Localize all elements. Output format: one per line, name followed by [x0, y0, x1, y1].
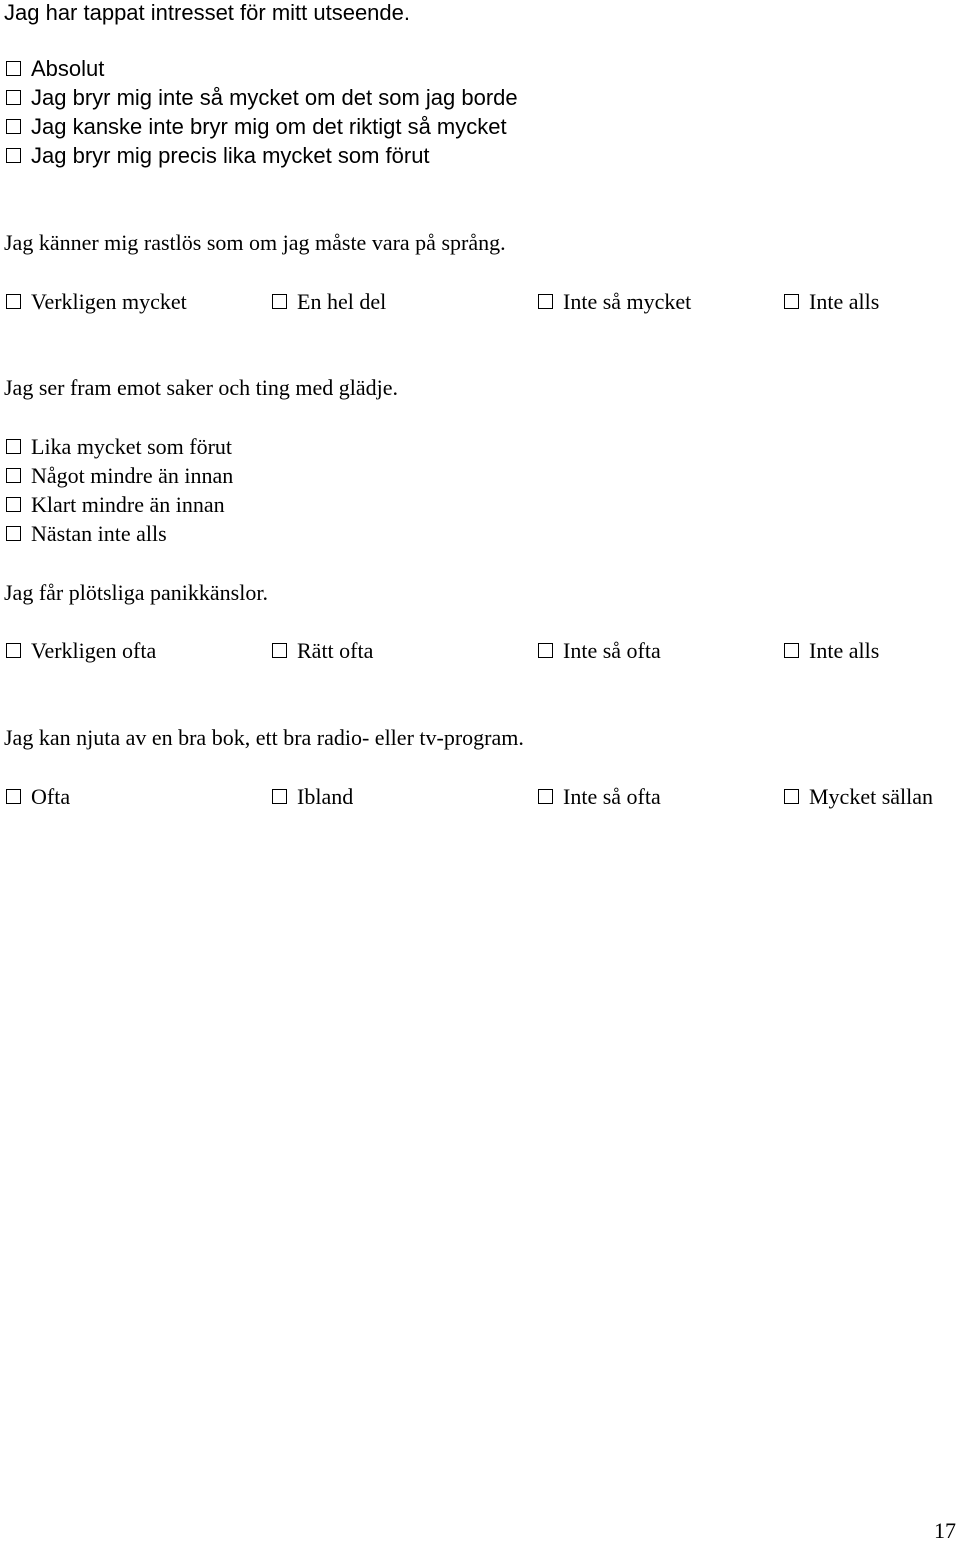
question-1-options [6, 54, 518, 170]
q2-option-4[interactable] [784, 287, 879, 316]
option-label: Rätt ofta [297, 637, 374, 663]
question-5-text: Jag kan njuta av en bra bok, ett bra radio- eller tv-program. [4, 725, 524, 750]
option-label: Absolut [31, 56, 105, 81]
checkbox-icon[interactable] [6, 439, 21, 454]
checkbox-icon[interactable] [6, 90, 21, 105]
checkbox-icon[interactable] [6, 148, 21, 163]
question-4-options [6, 636, 960, 665]
checkbox-icon[interactable] [6, 526, 21, 541]
option-label: Lika mycket som förut [31, 434, 233, 459]
checkbox-icon[interactable] [538, 789, 553, 804]
q3-option-3[interactable] [6, 490, 233, 519]
q4-option-3[interactable] [538, 636, 661, 665]
q4-option-4[interactable] [784, 636, 879, 665]
checkbox-icon[interactable] [6, 643, 21, 658]
checkbox-icon[interactable] [272, 294, 287, 309]
q2-option-3[interactable] [538, 287, 691, 316]
option-label: Nästan inte alls [31, 521, 167, 546]
option-label: Ofta [31, 783, 71, 809]
q2-option-1[interactable] [6, 287, 187, 316]
checkbox-icon[interactable] [538, 643, 553, 658]
q1-option-3[interactable] [6, 112, 518, 141]
q4-option-2[interactable] [272, 636, 373, 665]
checkbox-icon[interactable] [784, 643, 799, 658]
checkbox-icon[interactable] [6, 61, 21, 76]
option-label: Inte alls [809, 637, 880, 663]
q5-option-2[interactable] [272, 782, 353, 811]
option-label: Inte så ofta [563, 783, 661, 809]
option-label: Verkligen ofta [31, 637, 157, 663]
q5-option-1[interactable] [6, 782, 70, 811]
question-1-text: Jag har tappat intresset för mitt utseende. [4, 0, 411, 25]
q5-option-3[interactable] [538, 782, 661, 811]
option-label: Inte så mycket [563, 288, 692, 314]
q1-option-2[interactable] [6, 83, 518, 112]
q3-option-2[interactable] [6, 461, 233, 490]
q2-option-2[interactable] [272, 287, 386, 316]
checkbox-icon[interactable] [6, 497, 21, 512]
option-label: Jag kanske inte bryr mig om det riktigt så mycket [31, 114, 507, 139]
option-label: Mycket sällan [809, 783, 934, 809]
checkbox-icon[interactable] [6, 468, 21, 483]
question-4-text: Jag får plötsliga panikkänslor. [4, 580, 268, 605]
checkbox-icon[interactable] [272, 643, 287, 658]
question-2-text: Jag känner mig rastlös som om jag måste vara på språng. [4, 230, 506, 255]
option-label: Ibland [297, 783, 354, 809]
q3-option-1[interactable] [6, 432, 233, 461]
checkbox-icon[interactable] [6, 294, 21, 309]
option-label: Jag bryr mig inte så mycket om det som jag borde [31, 85, 518, 110]
checkbox-icon[interactable] [784, 294, 799, 309]
page-number: 17 [934, 1518, 956, 1543]
question-5-options [6, 782, 960, 811]
q1-option-4[interactable] [6, 141, 518, 170]
option-label: Klart mindre än innan [31, 492, 225, 517]
option-label: Jag bryr mig precis lika mycket som förut [31, 143, 430, 168]
option-label: Inte så ofta [563, 637, 661, 663]
checkbox-icon[interactable] [6, 789, 21, 804]
question-3-text: Jag ser fram emot saker och ting med glädje. [4, 375, 399, 400]
q5-option-4[interactable] [784, 782, 933, 811]
checkbox-icon[interactable] [272, 789, 287, 804]
question-2-options [6, 287, 960, 316]
q4-option-1[interactable] [6, 636, 156, 665]
option-label: En hel del [297, 288, 387, 314]
option-label: Något mindre än innan [31, 463, 234, 488]
checkbox-icon[interactable] [784, 789, 799, 804]
option-label: Verkligen mycket [31, 288, 187, 314]
question-3-options [6, 432, 233, 548]
option-label: Inte alls [809, 288, 880, 314]
q1-option-1[interactable] [6, 54, 518, 83]
checkbox-icon[interactable] [6, 119, 21, 134]
q3-option-4[interactable] [6, 519, 233, 548]
checkbox-icon[interactable] [538, 294, 553, 309]
